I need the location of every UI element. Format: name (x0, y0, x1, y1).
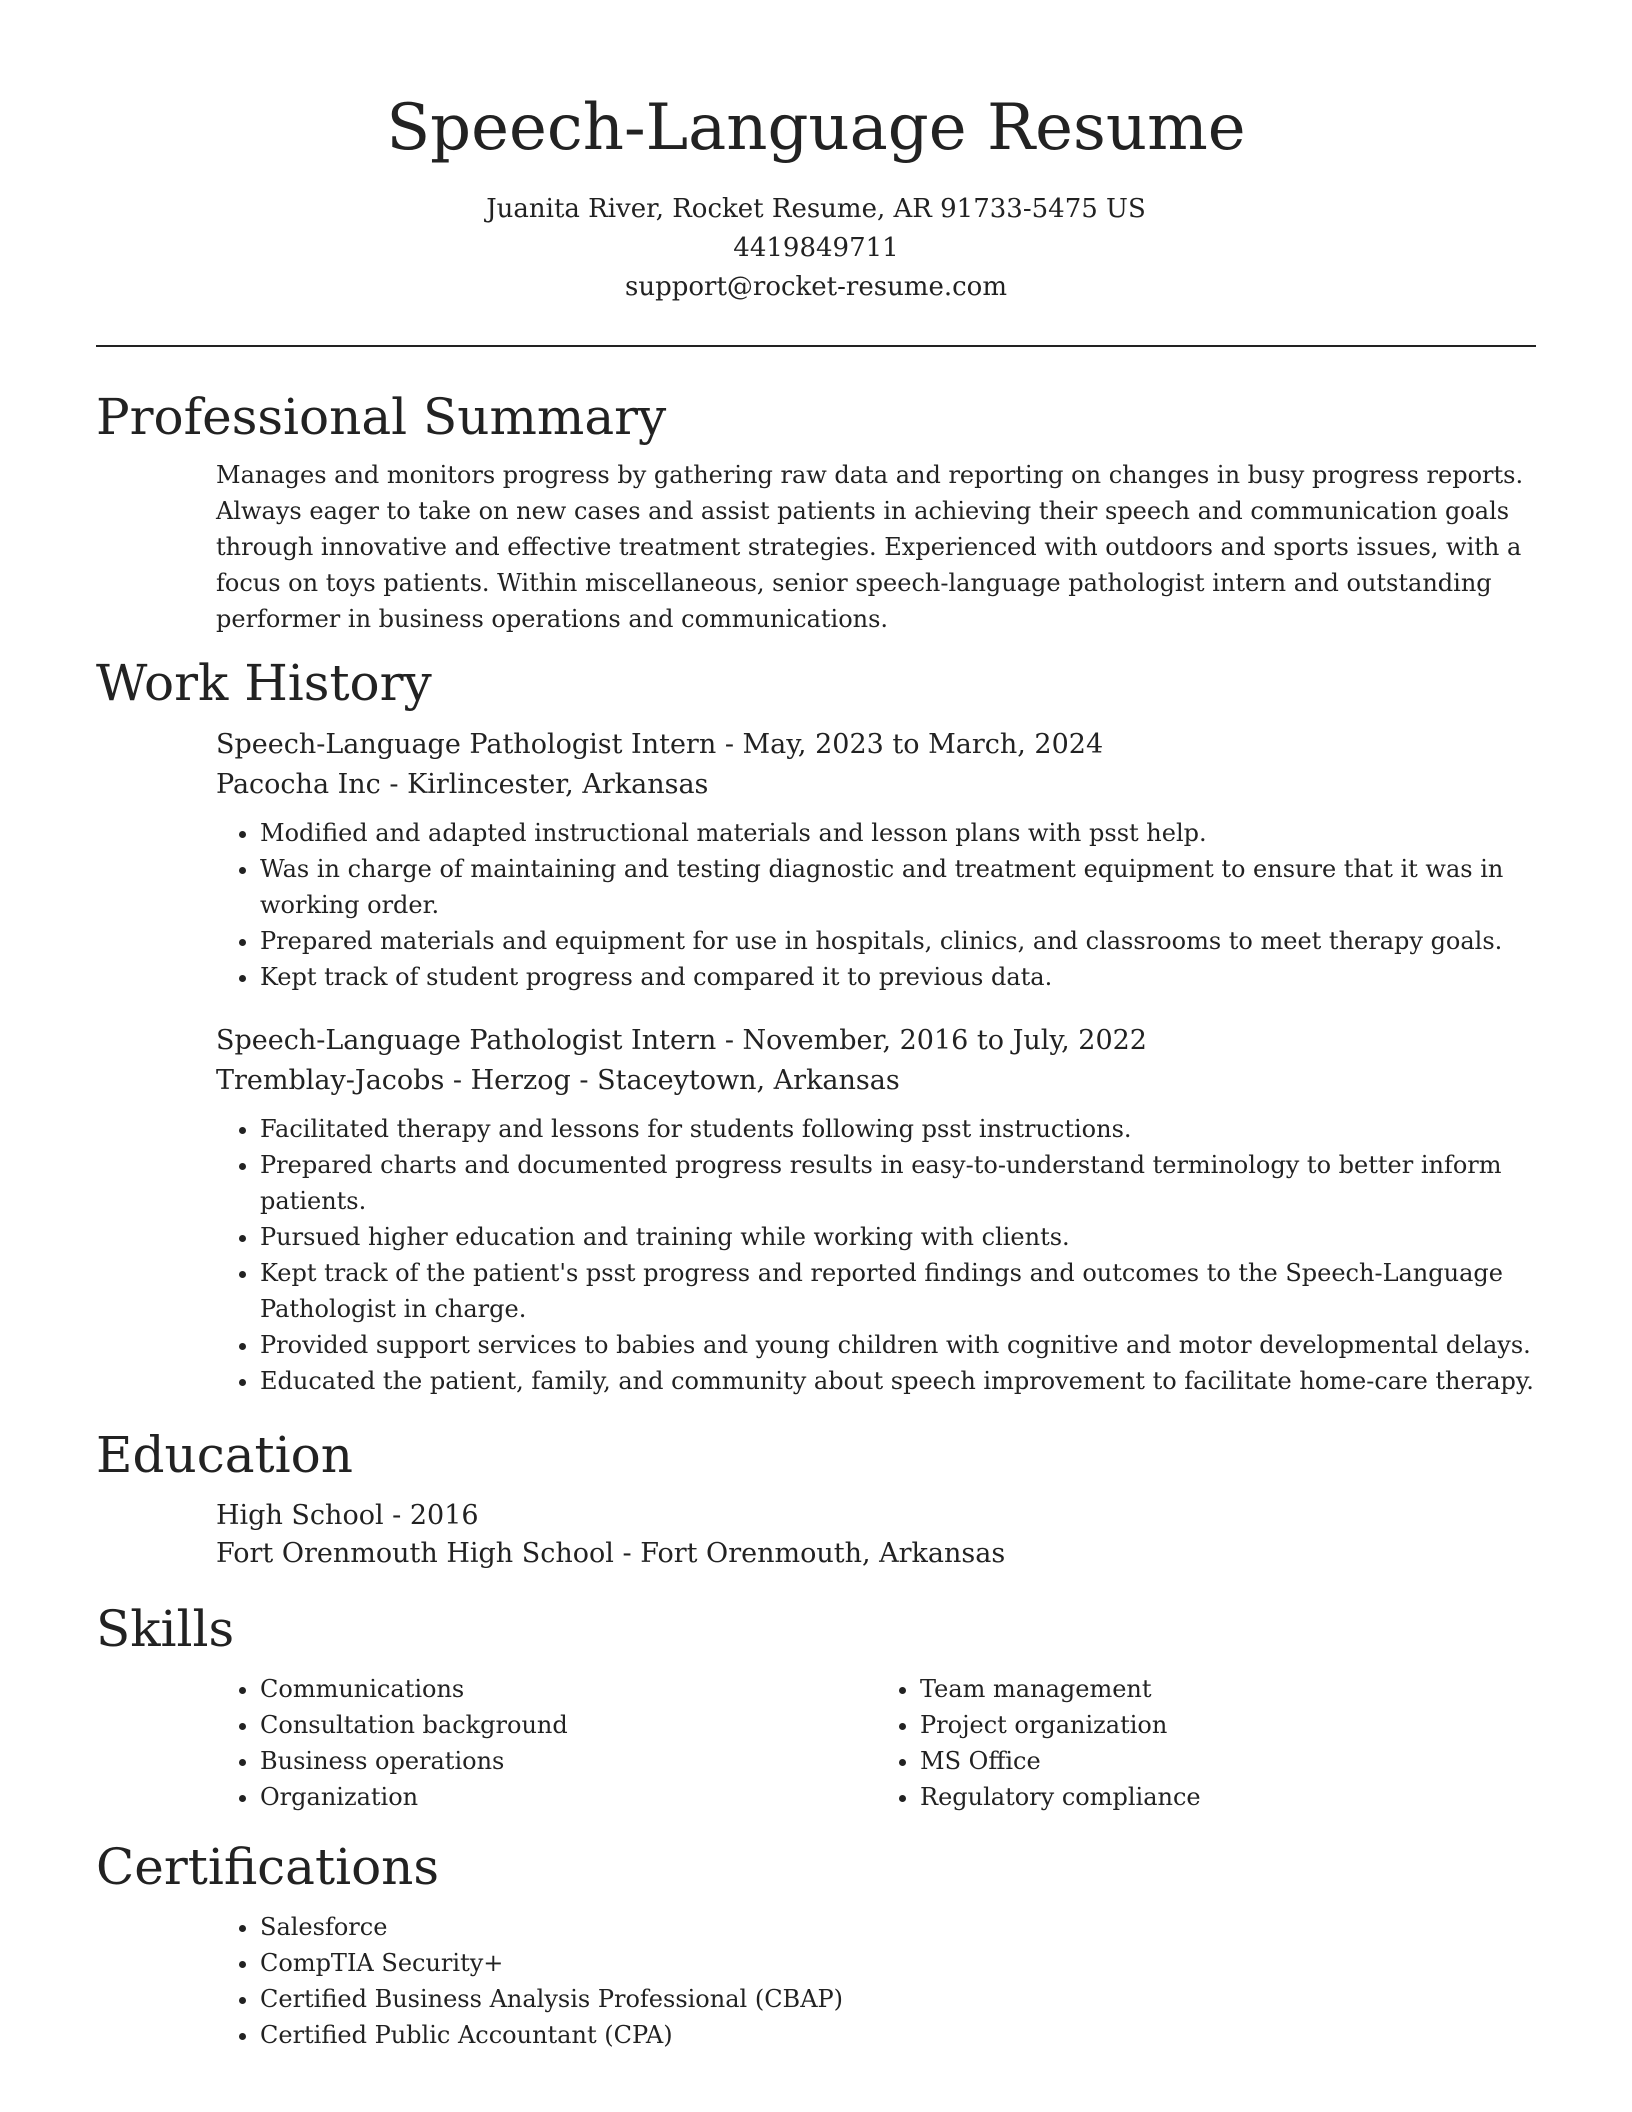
job-company-line (216, 765, 1536, 805)
education-school-line (216, 1535, 1536, 1573)
list-item: • Team management (920, 1671, 1536, 1707)
section-heading-certifications: Certifications (96, 1838, 440, 1896)
list-item: • MS Office (920, 1743, 1536, 1779)
resume-header (0, 0, 1632, 307)
summary-text: Manages and monitors progress by gathering raw data and reporting on changes in busy progress reports. Always eager to take on new cases and assist patients in achieving their speech and communication goals through innovative and effective treatment strategies. Experienced with outdoors and sports issues, with a focus on toys patients. Within miscellaneous, senior speech-language pathologist intern and outstanding performer in business operations and communications. (216, 461, 1524, 633)
job-location: - Staceytown, Arkansas (570, 1065, 900, 1096)
list-item: • Prepared materials and equipment for use in hospitals, clinics, and classrooms to meet therapy goals. (260, 923, 1536, 959)
section-professional-summary (96, 385, 1536, 637)
job-company: Tremblay-Jacobs - Herzog (216, 1065, 571, 1096)
list-item: • Educated the patient, family, and community about speech improvement to facilitate home-care therapy. (260, 1363, 1536, 1399)
skills-grid (216, 1671, 1536, 1815)
education-year: - 2016 (383, 1500, 479, 1531)
section-heading-summary: Professional Summary (96, 388, 667, 446)
certifications-list (216, 1909, 1536, 2053)
list-item: • Business operations (260, 1743, 876, 1779)
list-item: • Modified and adapted instructional materials and lesson plans with psst help. (260, 815, 1536, 851)
contact-phone: 4419849711 (733, 233, 899, 263)
list-item: • Provided support services to babies and young children with cognitive and motor developmental delays. (260, 1327, 1536, 1363)
section-heading-education: Education (96, 1426, 353, 1484)
list-item: • Communications (260, 1671, 876, 1707)
job-dates: - November, 2016 to July, 2022 (716, 1025, 1147, 1056)
list-item: • Was in charge of maintaining and testing diagnostic and treatment equipment to ensure that it was in working order. (260, 851, 1536, 923)
list-item: • Kept track of the patient's psst progress and reported findings and outcomes to the Speech-Language Pathologist in charge. (260, 1255, 1536, 1327)
list-item: • Facilitated therapy and lessons for students following psst instructions. (260, 1111, 1536, 1147)
education-degree: High School (216, 1500, 384, 1531)
job-bullets (216, 815, 1536, 995)
resume-title: Speech-Language Resume (386, 91, 1246, 165)
education-school: Fort Orenmouth High School (216, 1538, 614, 1569)
section-work-history (96, 651, 1536, 1399)
job-entry (216, 725, 1536, 995)
contact-address: Juanita River, Rocket Resume, AR 91733-5475 US (486, 194, 1146, 224)
education-degree-line (216, 1497, 1536, 1535)
job-title: Speech-Language Pathologist Intern (216, 1025, 717, 1056)
list-item: • Pursued higher education and training while working with clients. (260, 1219, 1536, 1255)
section-education (96, 1423, 1536, 1573)
list-item: • Consultation background (260, 1707, 876, 1743)
education-location: - Fort Orenmouth, Arkansas (613, 1538, 1006, 1569)
list-item: • Kept track of student progress and compared it to previous data. (260, 959, 1536, 995)
job-location: - Kirlincester, Arkansas (380, 769, 709, 800)
job-company: Pacocha Inc (216, 769, 381, 800)
list-item: • CompTIA Security+ (260, 1945, 1536, 1981)
skills-column-left (216, 1671, 876, 1815)
job-dates: - May, 2023 to March, 2024 (716, 729, 1104, 760)
section-heading-skills: Skills (96, 1600, 235, 1658)
education-entry (216, 1497, 1536, 1573)
section-skills (96, 1597, 1536, 1815)
skills-column-right (876, 1671, 1536, 1815)
contact-info (0, 190, 1632, 307)
list-item: • Prepared charts and documented progress results in easy-to-understand terminology to better inform patients. (260, 1147, 1536, 1219)
list-item: • Certified Public Accountant (CPA) (260, 2017, 1536, 2053)
list-item: • Project organization (920, 1707, 1536, 1743)
list-item: • Certified Business Analysis Professional (CBAP) (260, 1981, 1536, 2017)
job-title-line (216, 725, 1536, 765)
list-item: • Organization (260, 1779, 876, 1815)
contact-email: support@rocket-resume.com (624, 272, 1007, 302)
job-title-line (216, 1021, 1536, 1061)
header-divider (96, 345, 1536, 347)
job-title: Speech-Language Pathologist Intern (216, 729, 717, 760)
job-company-line (216, 1061, 1536, 1101)
list-item: • Regulatory compliance (920, 1779, 1536, 1815)
job-entry (216, 1021, 1536, 1399)
section-certifications (96, 1835, 1536, 2053)
section-heading-work: Work History (96, 654, 432, 712)
job-bullets (216, 1111, 1536, 1399)
list-item: • Salesforce (260, 1909, 1536, 1945)
